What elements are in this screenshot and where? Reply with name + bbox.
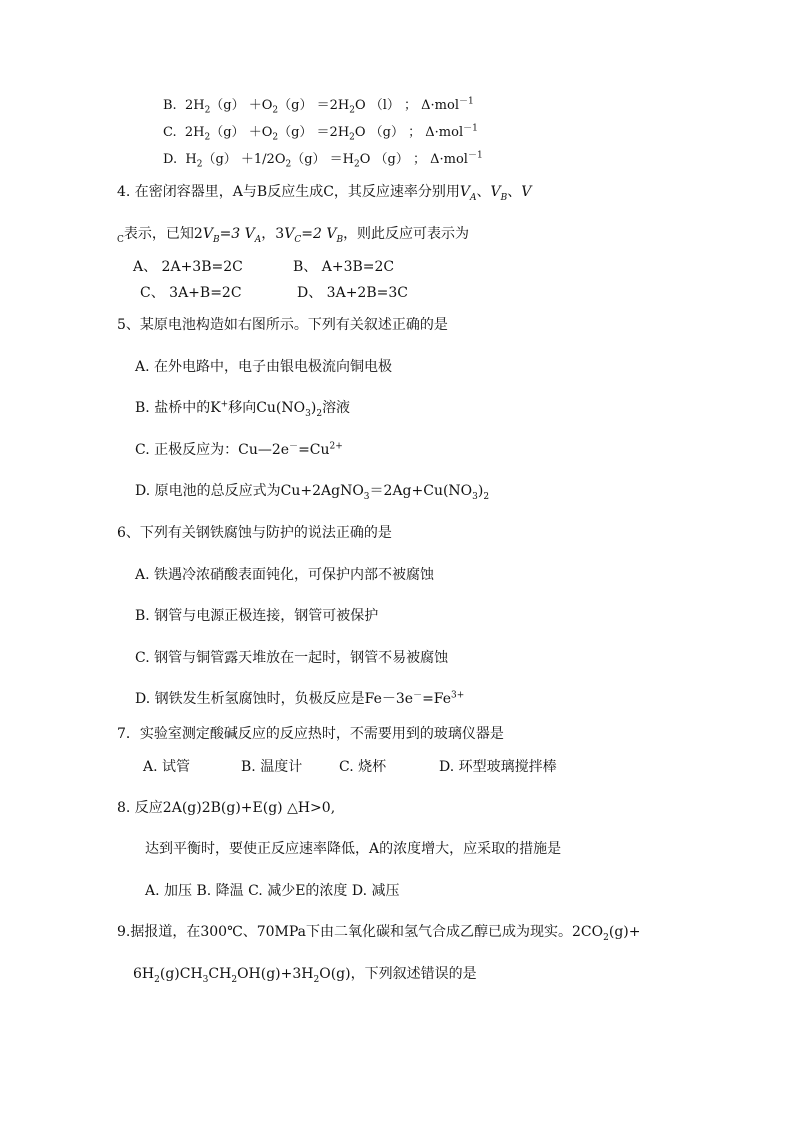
q6-option-c: C. 钢管与铜管露天堆放在一起时，钢管不易被腐蚀 <box>135 650 449 666</box>
q3-option-d: D. $H_2(g) +1/2O_2(g) =H_2O$ （g） ； Δ·mol$^{-1}$ <box>163 150 483 170</box>
q5-stem: 5、某原电池构造如右图所示。下列有关叙述正确的是 <box>117 317 448 333</box>
q4-stem-line2: $_C$表示，已知$2V_B=3$ $V_A$，$3V_C=2$ $V_B$，则此反应可表示为 <box>117 226 470 245</box>
q7-stem: 7．实验室测定酸碱反应的反应热时，不需要用到的玻璃仪器是 <box>117 726 504 742</box>
q8-stem: 8. 反应2A(g)2B(g)+E(g) △H>0, <box>117 800 336 816</box>
q4-option-c: C、 3A+B=2C <box>140 285 242 301</box>
q6-option-a: A. 铁遇冷浓硝酸表面钝化，可保护内部不被腐蚀 <box>135 567 435 583</box>
q5-option-a: A. 在外电路中，电子由银电极流向铜电极 <box>135 359 393 375</box>
q7-option-b: B. 温度计 <box>241 759 303 775</box>
q6-stem: 6、下列有关钢铁腐蚀与防护的说法正确的是 <box>117 525 392 541</box>
q7-option-d: D. 环型玻璃搅拌棒 <box>439 759 557 775</box>
q4-option-a: A、 2A+3B=2C <box>133 259 243 275</box>
q4-option-d: D、 3A+2B=3C <box>297 285 408 301</box>
q7-option-c: C. 烧杯 <box>339 759 387 775</box>
q4-stem-line1: 4. 在密闭容器里，A与B反应生成C，其反应速率分别用$V_A$、$V_B$、V <box>117 184 532 203</box>
q5-option-d: D. 原电池的总反应式为$Cu+2AgNO_3=2Ag+Cu(NO_3)_2$ <box>135 483 490 502</box>
q9-stem-line1: 9.据报道，在300℃、70MPa下由二氧化碳和氢气合成乙醇已成为现实。$2CO_2(g)+$ <box>117 924 641 943</box>
q4-option-b: B、 A+3B=2C <box>293 259 395 275</box>
q5-option-b: B. 盐桥中的K+移向$Cu(NO_3)_2$溶液 <box>135 399 351 419</box>
q8-stem-line2: 达到平衡时，要使正反应速率降低，A的浓度增大，应采取的措施是 <box>145 841 562 857</box>
q6-option-b: B. 钢管与电源正极连接，钢管可被保护 <box>135 608 379 624</box>
q8-options: A. 加压 B. 降温 C. 减少E的浓度 D. 减压 <box>145 883 400 899</box>
q5-option-c: C. 正极反应为：$Cu—2e^-=Cu^{2+}$ <box>135 441 343 458</box>
q6-option-d: D. 钢铁发生析氢腐蚀时，负极反应是$Fe-3e^-=Fe^{3+}$ <box>135 690 465 707</box>
q3-option-c: C. $2H_2(g) +O_2(g) =2H_2O$ （g） ； Δ·mol$^{-1}$ <box>163 123 478 143</box>
q7-option-a: A. 试管 <box>143 759 191 775</box>
q3-option-b: B. $2H_2(g) +O_2(g) =2H_2O$ （l） ； Δ·mol$^{-1}$ <box>163 96 474 116</box>
q9-stem-line2: $6H_2(g)CH_3CH_2OH(g)+3H_2O(g)$，下列叙述错误的是 <box>133 966 477 985</box>
